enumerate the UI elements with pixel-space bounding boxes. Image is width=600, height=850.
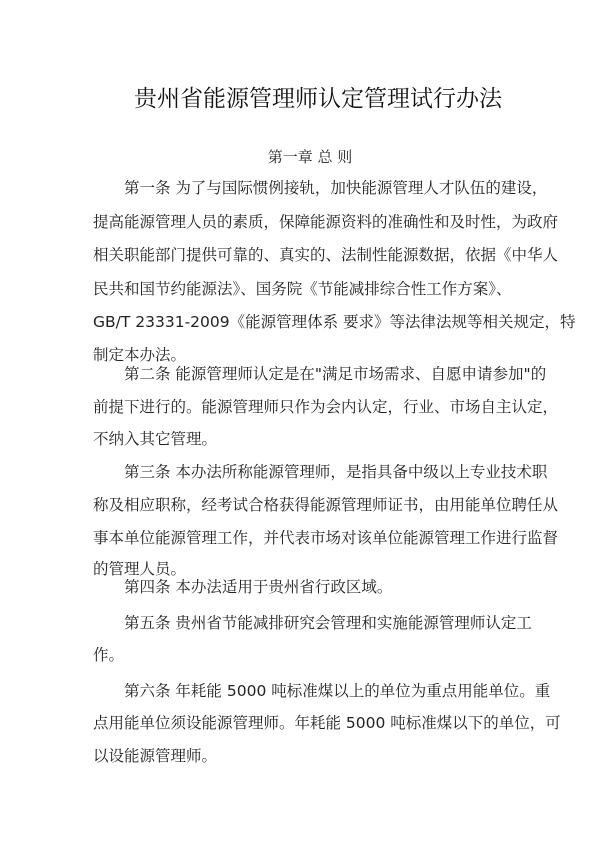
text-line: 称及相应职称，经考试合格获得能源管理师证书，由用能单位聘任从: [93, 496, 559, 514]
text-line: 以设能源管理师。: [93, 747, 218, 765]
text-line: 不纳入其它管理。: [93, 430, 218, 448]
text-line: 前提下进行的。能源管理师只作为会内认定，行业、市场自主认定，: [93, 398, 559, 416]
text-line: 第五条 贵州省节能减排研究会管理和实施能源管理师认定工: [124, 614, 532, 632]
text-line: 第三条 本办法所称能源管理师，是指具备中级以上专业技术职: [124, 463, 548, 481]
text-line: 的管理人员。: [93, 560, 187, 578]
text-line: 事本单位能源管理工作，并代表市场对该单位能源管理工作进行监督: [93, 529, 559, 547]
text-line: 作。: [93, 646, 125, 664]
text-line: 提高能源管理人员的素质，保障能源资料的准确性和及时性，为政府: [93, 213, 559, 231]
text-line: 第一条 为了与国际惯例接轨，加快能源管理人才队伍的建设，: [124, 179, 548, 197]
text-line: 第二条 能源管理师认定是在"满足市场需求、自愿申请参加"的: [124, 365, 547, 383]
text-line: GB/T 23331-2009《能源管理体系 要求》等法律法规等相关规定，特: [93, 313, 576, 331]
text-line: 相关职能部门提供可靠的、真实的、法制性能源数据，依据《中华人: [93, 246, 559, 264]
text-line: 制定本办法。: [93, 346, 187, 364]
chapter-heading: 第一章 总 则: [267, 148, 353, 166]
text-line: 第六条 年耗能 5000 吨标准煤以上的单位为重点用能单位。重: [124, 682, 551, 700]
text-line: 点用能单位须设能源管理师。年耗能 5000 吨标准煤以下的单位，可: [93, 714, 561, 732]
text-line: 民共和国节约能源法》、国务院《节能减排综合性工作方案》、: [93, 280, 512, 298]
text-line: 第四条 本办法适用于贵州省行政区域。: [124, 578, 393, 596]
document-title: 贵州省能源管理师认定管理试行办法: [134, 86, 502, 112]
